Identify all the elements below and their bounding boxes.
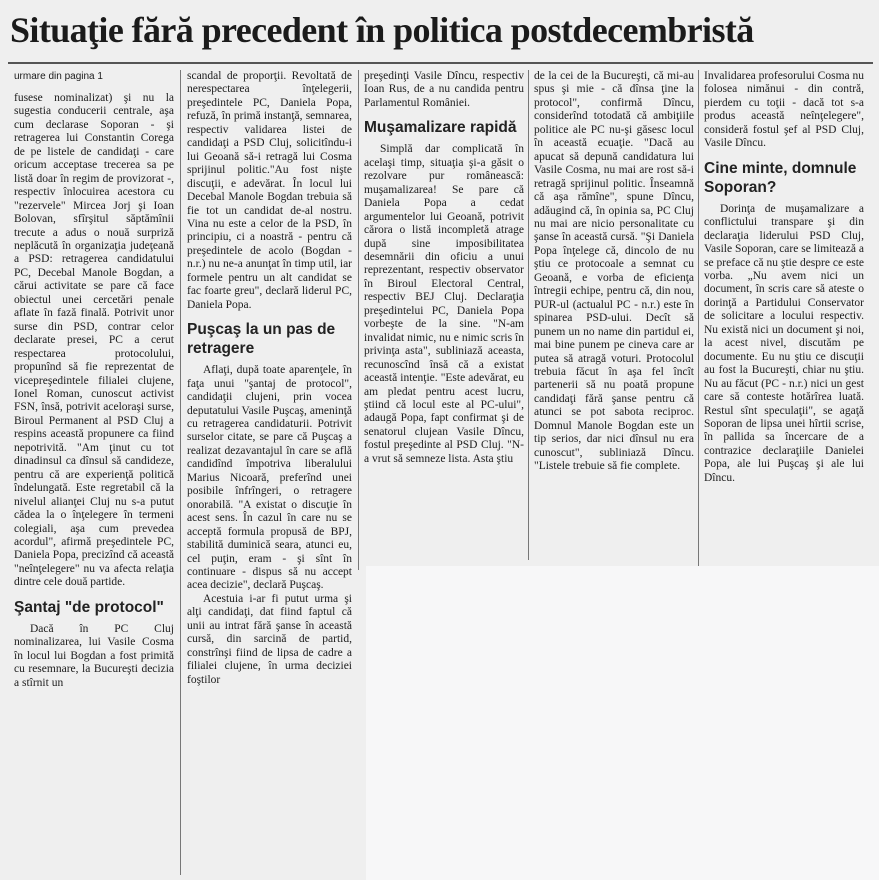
continued-from-label: urmare din pagina 1 [14, 71, 103, 82]
paragraph: fusese nominalizat) şi nu la sugestia conducerii centrale, aşa cum declarase Soporan - şi retragerea lui Constantin Corega de pe listele de candidaţi - care oricum acceptase trecerea sa pe listă doar în regim de provizorat -, respectiv înlocuirea acestora cu "rezervele" Mircea Jorj şi Ioan Bolovan, sfîrşitul săptămînii trecute a adus o nouă surpriză neplăcută în organizaţia judeţeană a PSD: retragerea candidatului PC, Decebal Manole Bogdan, a cărui activitate se pare că face obiectul unei cercetări penale aflate în fază finală. Potrivit unor surse din PSD, contrar celor declarate presei, PC a cerut respectarea protocolului, propunînd să fie reprezentat de vicepreşedintele filialei clujene, Ionel Roman, cunoscut activist FSN, însă, potrivit aceloraşi surse, Biroul Permanent al PSD Cluj a respins această propunere ca fiind nepotrivită. "Am ţinut cu tot dinadinsul ca dînsul să candideze, pentru că are experienţă politică îndelungată. Este regretabil că la nivelul alianţei Cluj nu s-a putut cădea la o înţelegere în termeni colegiali, aşa cum prevedea acordul", afirmă preşedintele PC, Daniela Popa, precizînd că această "neînţelegere" nu va afecta relaţia dintre cele două partide. [14, 92, 174, 589]
article-column-2 [187, 70, 352, 875]
paragraph: Invalidarea profesorului Cosma nu folosea nimănui - din contră, pierdem cu toţii - dacă tot s-a produs această neînţelegere", consideră fostul şef al PSD Cluj, Vasile Dîncu. [704, 70, 864, 150]
subheading-cine-minte: Cine minte, domnule Soporan? [704, 159, 857, 196]
article-column-3 [364, 70, 524, 570]
paragraph: scandal de proporţii. Revoltată de nerespectarea înţelegerii, preşedintele PC, Daniela Popa, refuză, în primă instanţă, semnarea, respectiv validarea listei de candidaţi a PSD Cluj, solicitîndu-i lui Geoană să-i retragă lui Cosma sprijinul politic."Au fost nişte discuţii, e adevărat. În locul lui Decebal Manole Bogdan trebuia să fie tot un candidat de-al nostru. Vina nu este a celor de la PSD, în principiu, ci a noastră - pentru că preşedintele de acolo (Bogdan - n.r.) nu ne-a anunţat în timp util, iar formele pentru un alt candidat se fac foarte greu", declară liderul PC, Daniela Popa. [187, 70, 352, 311]
paragraph: Simplă dar complicată în acelaşi timp, situaţia şi-a găsit o rezolvare pur românească: muşamalizarea! Se pare că Daniela Popa a cedat argumentelor lui Geoană, potrivit cărora o listă incompletă atrage după sine imposibilitatea desemnării din oficiu a unui reprezentant, respectiv observator în Biroul Electoral Central, respectiv BEJ Cluj. Declaraţia preşedintelui PC, Daniela Popa vorbeşte de la sine. "N-am invalidat nimic, nu e nimic scris în privinţa asta", subliniază aceasta, recunoscînd însă că a existat această intenţie. "Este adevărat, eu am pledat pentru acest lucru, ştiind că locul este al PC-ului", adaugă Popa, fapt confirmat şi de senatorul clujean Vasile Dîncu, fostul preşedinte al PSD Cluj. "N-a vrut să semneze lista. Asta ştiu [364, 143, 524, 465]
headline-rule [8, 62, 873, 64]
empty-scan-area [366, 566, 879, 880]
column-divider [358, 70, 359, 570]
paragraph: Dorinţa de muşamalizare a conflictului transpare şi din declaraţia liderului PSD Cluj, Vasile Soporan, care se limitează a se preface că nu ştie despre ce este vorba. „Nu avem nici un document, în scris care să ateste o dorinţă a Partidului Conservator de solicitare a locului respectiv. Nu există nici un document şi noi, la acest nivel, discutăm pe documente. Eu nu ştiu ce discuţii au fost la Bucureşti, chiar nu ştiu. Nu au făcut (PC - n.r.) nici un gest care să conteste hotărîrea luată. Restul sînt speculaţii", se agaţă Soporan de lipsa unei hîrtii scrise, în pallida sa încercare de a contrazice declaraţiile Danielei Popa, ale lui Puşcaş şi ale lui Dîncu. [704, 202, 864, 484]
subheading-santaj: Şantaj "de protocol" [14, 598, 164, 616]
article-column-1 [14, 92, 174, 872]
paragraph: Dacă în PC Cluj nominalizarea, lui Vasile Cosma în locul lui Bogdan a fost primită cu resemnare, la Bucureşti decizia a stîrnit un [14, 622, 174, 689]
column-divider [698, 70, 699, 570]
paragraph: Aflaţi, după toate aparenţele, în faţa unui "şantaj de protocol", candidaţii clujeni, prin vocea deputatului Vasile Puşcaş, ameninţă cu retragerea candidaturii. Potrivit surselor citate, se pare că Puşcaş a realizat dezavantajul în care se află candidînd împotriva liberalului Marius Nicoară, preferînd unei posibile înfrîngeri, o retragere onorabilă. "A existat o discuţie în acest sens. În cazul în care nu se acceptă formula propusă de BPJ, stabilită duminică seara, atunci eu, cel puţin, eram - şi sînt în continuare - dispus să nu accept acea decizie", declară Puşcaş. [187, 364, 352, 592]
paragraph: Acestuia i-ar fi putut urma şi alţi candidaţi, dat fiind faptul că unii au intrat fără şanse în această cursă, din sarcină de partid, constrînşi fiind de lipsa de cadre a filialei clujene, în urma deciziei foştilor [187, 592, 352, 686]
article-column-4 [534, 70, 694, 560]
article-column-5 [704, 70, 864, 590]
column-divider [180, 70, 181, 875]
subheading-puscas: Puşcaş la un pas de retragere [187, 321, 336, 358]
article-headline: Situaţie fără precedent în politica postdecembristă [10, 10, 754, 50]
subheading-musamalizare: Muşamalizare rapidă [364, 119, 517, 137]
paragraph: preşedinţi Vasile Dîncu, respectiv Ioan Rus, de a nu candida pentru Parlamentul României. [364, 70, 524, 109]
column-divider [528, 70, 529, 560]
paragraph: de la cei de la Bucureşti, că mi-au spus şi mie - că dînsa ţine la protocol", confirmă Dîncu, considerînd totodată că ambiţiile politice ale PC nu-şi găsesc locul în această ecuaţie. "Dacă au apucat să depună candidatura lui Vasile Cosma, nu mai are rost să-i retragă sprijinul politic. Înseamnă că aşa rămîne", spune Dîncu, adăugind că, în opinia sa, PC Cluj nu mai are nicio personalitate cu şanse în această cursă. "Şi Daniela Popa înţelege că, dincolo de nu ştiu ce protocoale a semnat cu Geoană, e vorba de eficienţa întregii echipe, pentru că, din nou, PUR-ul (actualul PC - n.r.) este în spinarea PSD-ului. Decît să punem un no name din partidul ei, mai bine punem pe cineva care ar putea să atragă voturi. Protocolul trebuia făcut în aşa fel încît partenerii să nu poată propune candidaţi fără şanse pentru că atunci se pot sabota reciproc. Domnul Manole Bogdan este un tip serios, dar nici dînsul nu era cunoscut", subliniază Dîncu. "Listele trebuie să fie complete. [534, 70, 694, 473]
